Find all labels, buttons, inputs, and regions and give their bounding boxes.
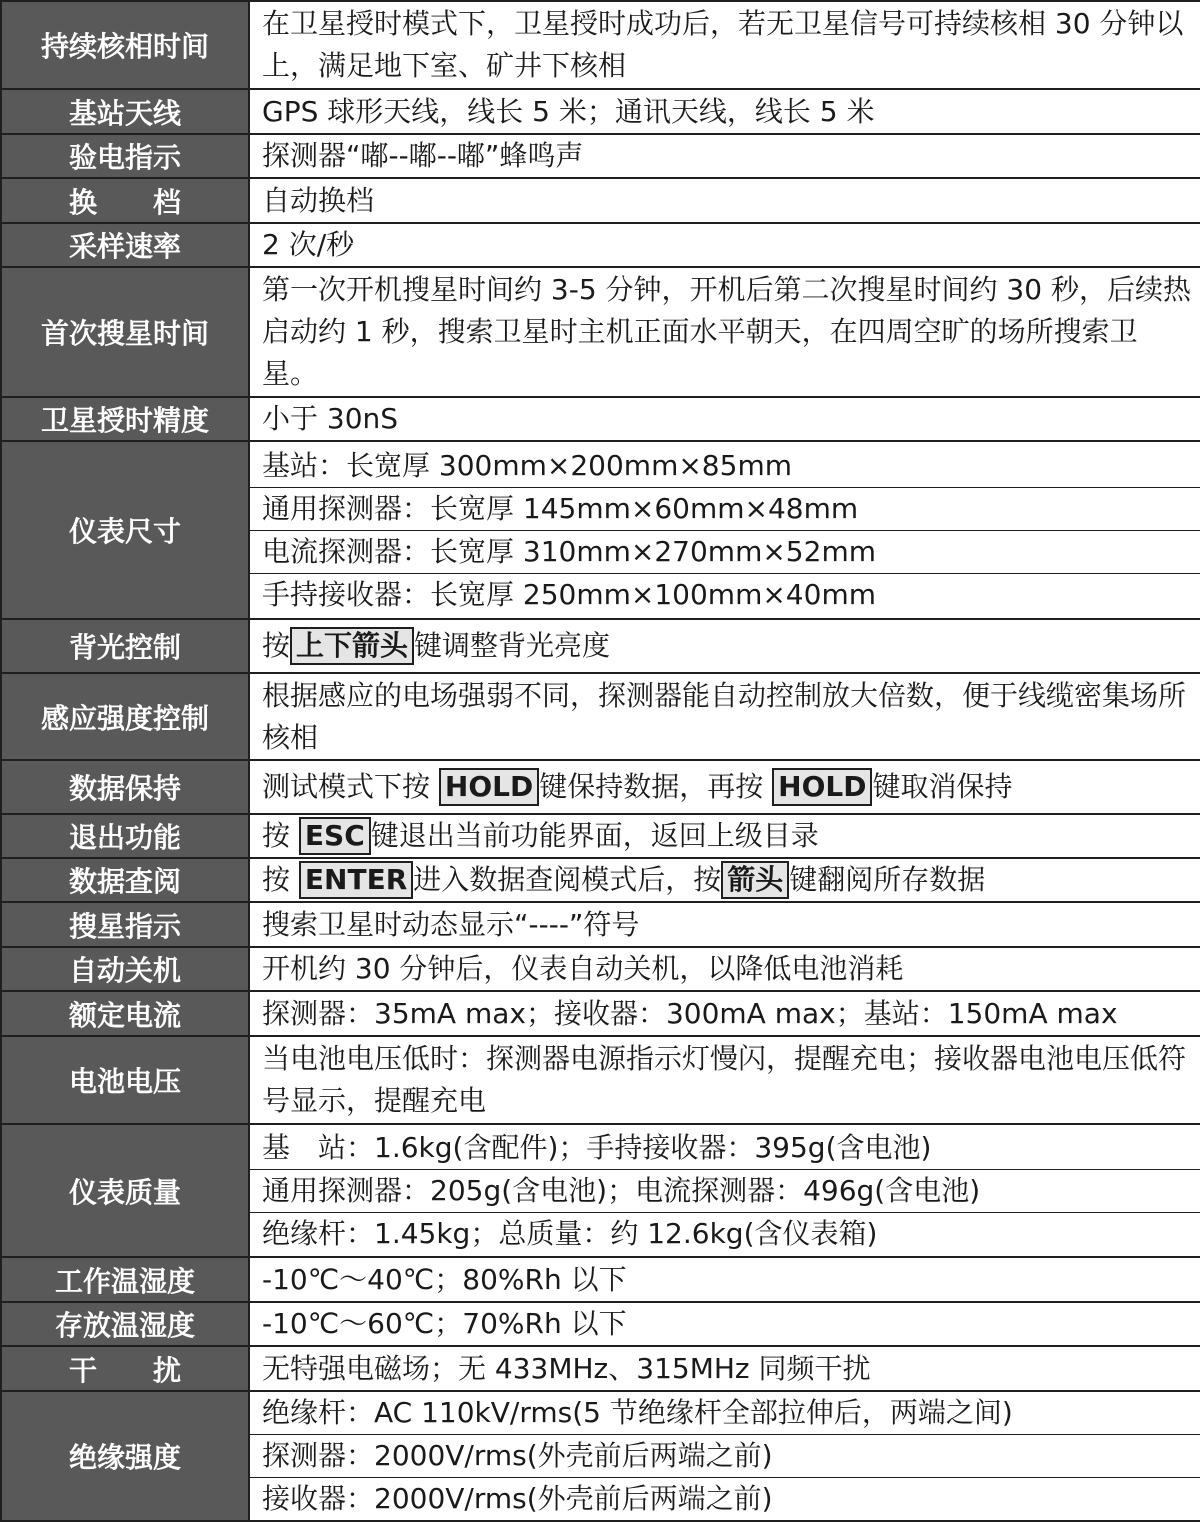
row-label: 采样速率 — [1, 223, 249, 267]
spec-row-data-review — [1, 858, 1200, 902]
row-value: 开机约 30 分钟后，仪表自动关机，以降低电池消耗 — [249, 947, 1200, 991]
spec-row-test-indication — [1, 134, 1200, 178]
row-value: 根据感应的电场强弱不同，探测器能自动控制放大倍数，便于线缆密集场所核相 — [249, 673, 1200, 760]
row-value: 小于 30nS — [249, 397, 1200, 441]
spec-row-storage-env — [1, 1302, 1200, 1346]
spec-row-auto-off — [1, 947, 1200, 991]
row-label: 仪表尺寸 — [1, 441, 249, 619]
row-value: 探测器：35mA max；接收器：300mA max；基站：150mA max — [249, 991, 1200, 1036]
row-label: 存放温湿度 — [1, 1302, 249, 1346]
sub-line: 绝缘杆：AC 110kV/rms(5 节绝缘杆全部拉伸后，两端之间) — [262, 1396, 1013, 1429]
spec-row-antenna — [1, 89, 1200, 134]
row-label: 工作温湿度 — [1, 1257, 249, 1302]
enter-key-label: ENTER — [299, 861, 413, 899]
spec-row-interference — [1, 1346, 1200, 1391]
row-value — [249, 619, 1200, 673]
row-value: 自动换档 — [249, 178, 1200, 223]
row-value: -10℃～60℃；70%Rh 以下 — [249, 1302, 1200, 1346]
text-post: 键调整背光亮度 — [414, 629, 611, 662]
sub-line: 电流探测器：长宽厚 310mm×270mm×52mm — [250, 530, 1200, 573]
row-label: 仪表质量 — [1, 1124, 249, 1257]
spec-row-first-fix-time — [1, 267, 1200, 397]
spec-row-data-hold — [1, 760, 1200, 814]
sub-line: 基站：长宽厚 300mm×200mm×85mm — [262, 448, 792, 482]
row-value: 搜索卫星时动态显示“----”符号 — [249, 902, 1200, 947]
row-value — [249, 858, 1200, 902]
row-value: 第一次开机搜星时间约 3-5 分钟，开机后第二次搜星时间约 30 秒，后续热启动约 1 秒，搜索卫星时主机正面水平朝天，在四周空旷的场所搜索卫星。 — [249, 267, 1200, 397]
row-value — [249, 814, 1200, 858]
spec-row-rated-current — [1, 991, 1200, 1036]
text-pre: 按 — [262, 819, 299, 852]
text-post: 键退出当前功能界面，返回上级目录 — [370, 819, 819, 852]
hold-key-label: HOLD — [439, 768, 539, 806]
hold-key-label: HOLD — [772, 768, 872, 806]
row-value — [249, 760, 1200, 814]
spec-row-dimensions — [1, 441, 1200, 619]
text-post: 键翻阅所存数据 — [789, 863, 986, 896]
text-mid: 键保持数据，再按 — [539, 770, 773, 803]
spec-row-operating-env — [1, 1257, 1200, 1302]
row-label: 持续核相时间 — [1, 1, 249, 89]
sub-line: 通用探测器：长宽厚 145mm×60mm×48mm — [250, 487, 1200, 530]
row-label: 电池电压 — [1, 1036, 249, 1124]
row-label: 换 档 — [1, 178, 249, 223]
sub-line: 接收器：2000V/rms(外壳前后两端之前) — [250, 1477, 1200, 1520]
spec-row-battery-voltage — [1, 1036, 1200, 1124]
row-label: 基站天线 — [1, 89, 249, 134]
text-post: 键取消保持 — [872, 770, 1013, 803]
spec-row-sync-duration — [1, 1, 1200, 89]
spec-row-sensitivity — [1, 673, 1200, 760]
row-value-multiline — [249, 1124, 1200, 1257]
arrow-keys-label: 上下箭头 — [290, 627, 414, 665]
spec-row-sample-rate — [1, 223, 1200, 267]
row-label: 退出功能 — [1, 814, 249, 858]
sub-line: 绝缘杆：1.45kg；总质量：约 12.6kg(含仪表箱) — [250, 1212, 1200, 1255]
row-value: 无特强电磁场；无 433MHz、315MHz 同频干扰 — [249, 1346, 1200, 1391]
row-value: GPS 球形天线，线长 5 米；通讯天线，线长 5 米 — [249, 89, 1200, 134]
spec-row-search-indicator — [1, 902, 1200, 947]
row-value-multiline — [249, 441, 1200, 619]
row-label: 绝缘强度 — [1, 1391, 249, 1521]
row-value: 在卫星授时模式下，卫星授时成功后，若无卫星信号可持续核相 30 分钟以上，满足地下室、矿井下核相 — [249, 1, 1200, 89]
row-label: 数据保持 — [1, 760, 249, 814]
row-label: 背光控制 — [1, 619, 249, 673]
row-label: 感应强度控制 — [1, 673, 249, 760]
text-pre: 测试模式下按 — [262, 770, 439, 803]
row-label: 首次搜星时间 — [1, 267, 249, 397]
row-label: 干 扰 — [1, 1346, 249, 1391]
row-value: 当电池电压低时：探测器电源指示灯慢闪，提醒充电；接收器电池电压低符号显示，提醒充电 — [249, 1036, 1200, 1124]
row-label: 搜星指示 — [1, 902, 249, 947]
row-label: 卫星授时精度 — [1, 397, 249, 441]
row-label: 自动关机 — [1, 947, 249, 991]
spec-row-backlight — [1, 619, 1200, 673]
row-label: 额定电流 — [1, 991, 249, 1036]
row-value: 探测器“嘟--嘟--嘟”蜂鸣声 — [249, 134, 1200, 178]
row-value: 2 次/秒 — [249, 223, 1200, 267]
sub-line: 手持接收器：长宽厚 250mm×100mm×40mm — [250, 573, 1200, 616]
sub-line: 基 站：1.6kg(含配件)；手持接收器：395g(含电池) — [262, 1130, 932, 1164]
text-pre: 按 — [262, 629, 291, 662]
esc-key-label: ESC — [299, 817, 371, 855]
row-label: 数据查阅 — [1, 858, 249, 902]
text-pre: 按 — [262, 863, 299, 896]
spec-row-exit — [1, 814, 1200, 858]
text-mid: 进入数据查阅模式后，按 — [413, 863, 722, 896]
spec-row-timing-accuracy — [1, 397, 1200, 441]
arrow-key-label: 箭头 — [721, 861, 789, 899]
spec-row-weight — [1, 1124, 1200, 1257]
row-value-multiline — [249, 1391, 1200, 1521]
row-value: -10℃～40℃；80%Rh 以下 — [249, 1257, 1200, 1302]
sub-line: 通用探测器：205g(含电池)；电流探测器：496g(含电池) — [250, 1169, 1200, 1212]
row-label: 验电指示 — [1, 134, 249, 178]
sub-line: 探测器：2000V/rms(外壳前后两端之前) — [250, 1434, 1200, 1477]
spec-row-range-switch — [1, 178, 1200, 223]
spec-row-insulation — [1, 1391, 1200, 1521]
